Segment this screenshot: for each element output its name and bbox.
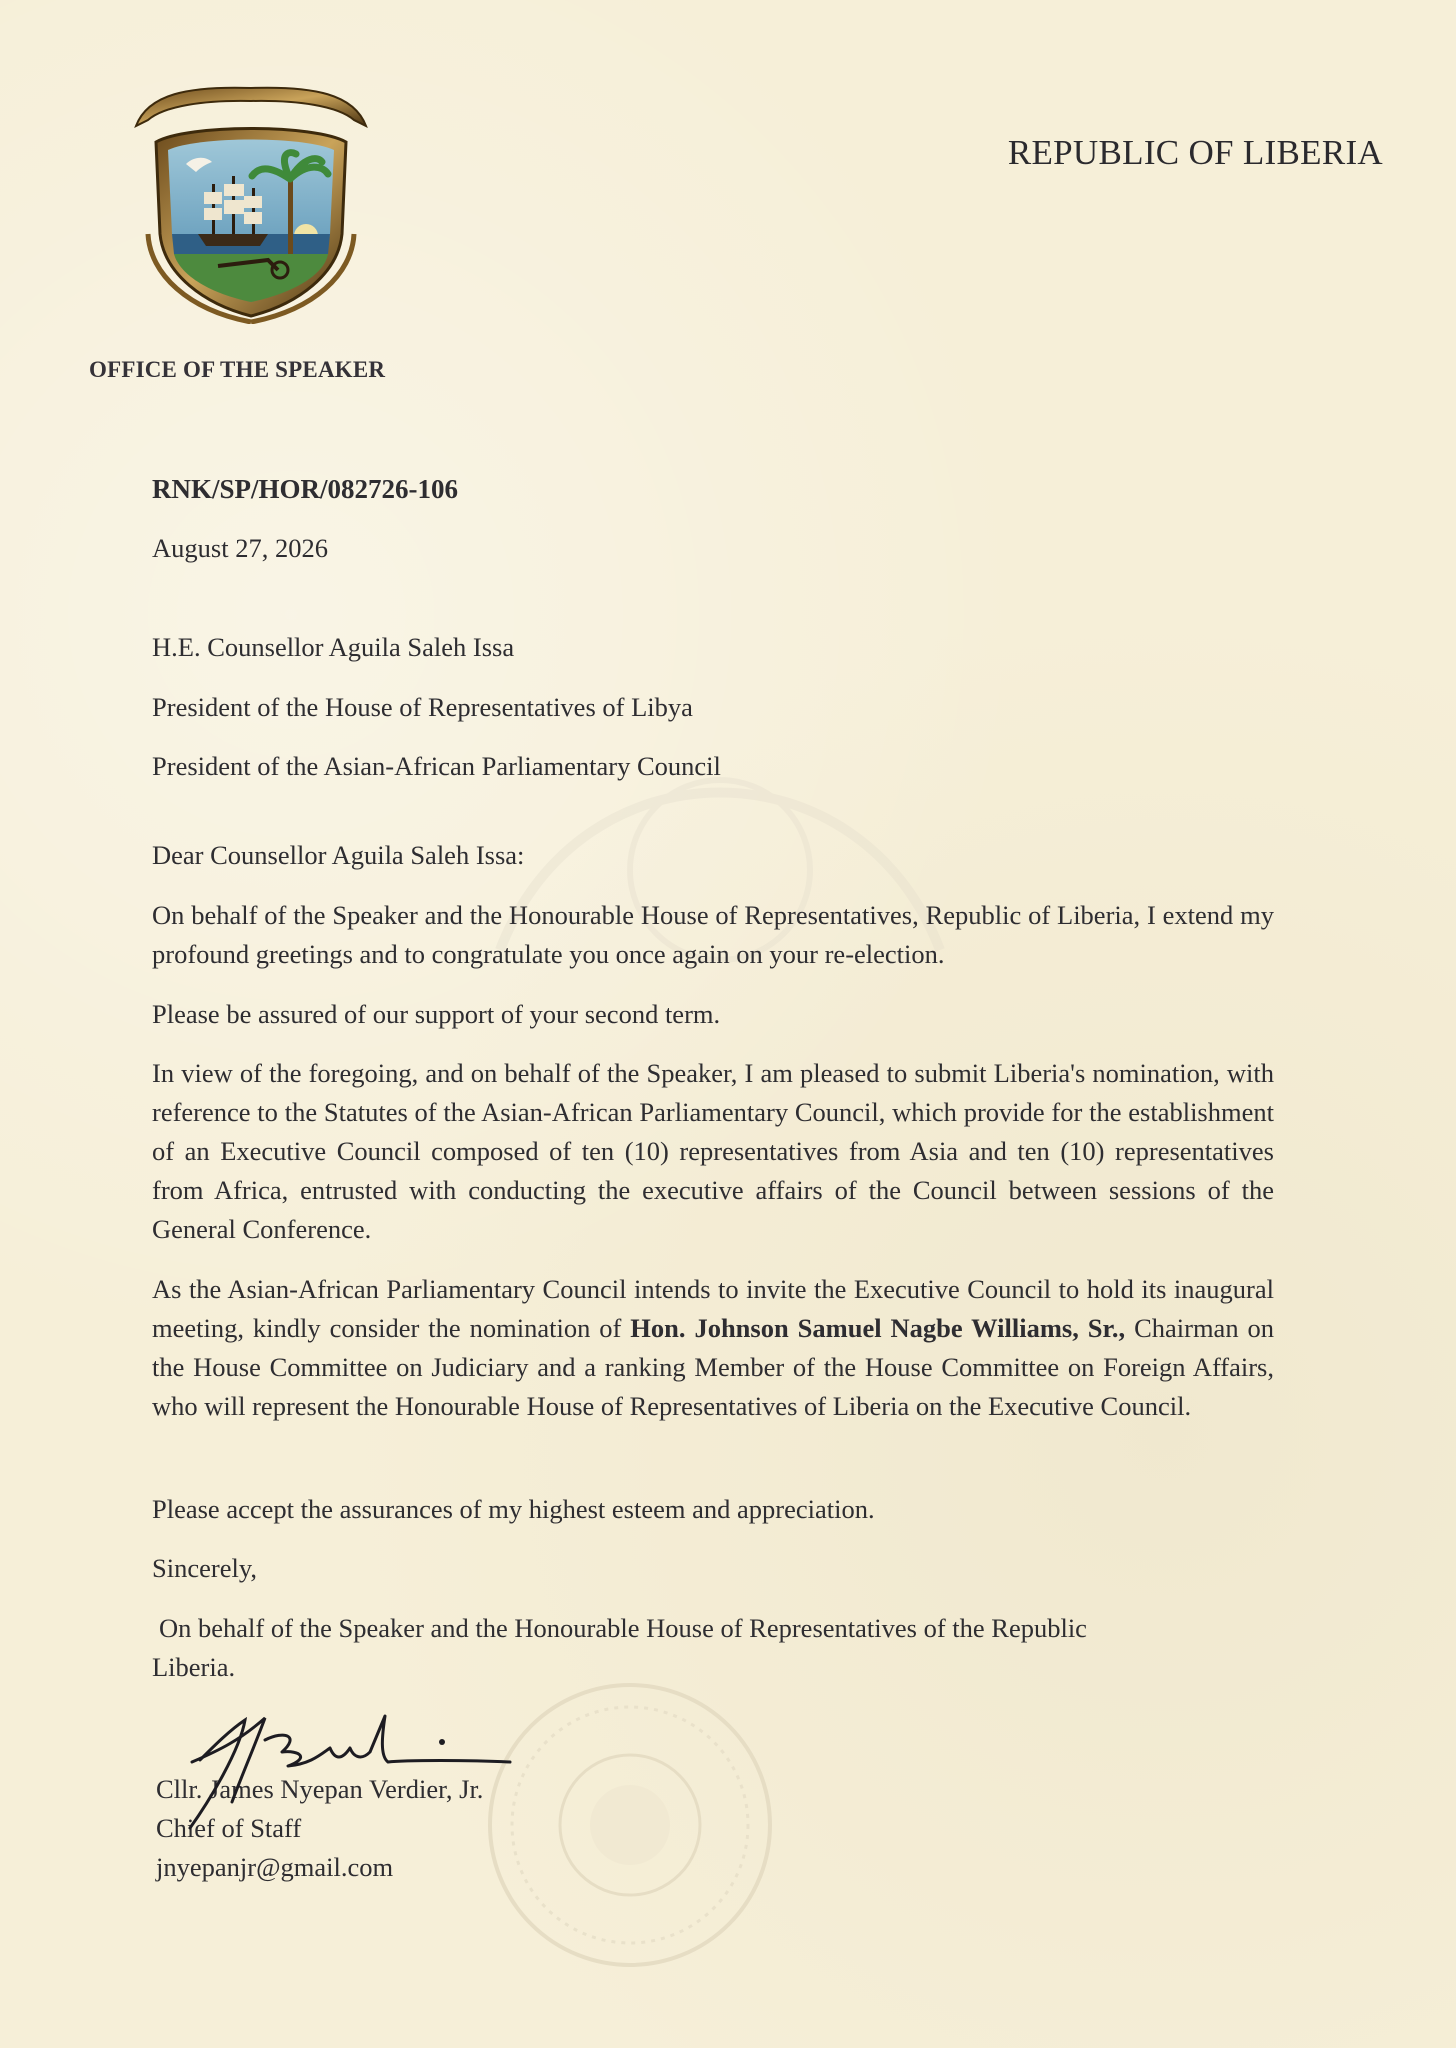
on-behalf-line-1: On behalf of the Speaker and the Honourable House of Representatives of the Republic — [159, 1613, 1087, 1643]
office-of-speaker-heading: OFFICE OF THE SPEAKER — [89, 357, 386, 382]
signatory-email: jnyepanjr@gmail.com — [156, 1852, 394, 1882]
nominee-intro: As the Asian-African Parliamentary Council intends to invite the Executive Council to hold its inaugural meeting, kindly consider the nomination of — [152, 1274, 1274, 1343]
paragraph-greetings: On behalf of the Speaker and the Honourable House of Representatives, Republic of Liberia, I extend my profound greetings and to congratulate you once again on your re-election. — [152, 900, 1274, 969]
salutation: Dear Counsellor Aguila Saleh Issa: — [152, 840, 525, 870]
addressee-title-1: President of the House of Representatives of Libya — [152, 692, 693, 722]
coat-of-arms-seal — [128, 84, 374, 324]
republic-heading: REPUBLIC OF LIBERIA — [1007, 133, 1383, 172]
nominee-name: Hon. Johnson Samuel Nagbe Williams, Sr., — [630, 1313, 1126, 1343]
signatory-title: Chief of Staff — [156, 1813, 302, 1843]
letter-date: August 27, 2026 — [152, 533, 328, 563]
addressee-name: H.E. Counsellor Aguila Saleh Issa — [152, 632, 515, 662]
reference-number: RNK/SP/HOR/082726-106 — [152, 474, 459, 504]
on-behalf-line-2: Liberia. — [152, 1652, 236, 1682]
closing: Sincerely, — [152, 1553, 257, 1583]
paragraph-support: Please be assured of our support of your second term. — [152, 999, 721, 1029]
nominee-details: Chairman on the House Committee on Judiciary and a ranking Member of the House Committee on Foreign Affairs, who will represent the Honourable House of Representatives of Liberia on the Executive Council. — [152, 1313, 1275, 1421]
paragraph-nomination: In view of the foregoing, and on behalf of the Speaker, I am pleased to submit Liberia's nomination, with reference to the Statutes of the Asian-African Parliamentary Council, which provide for the establishment of an Executive Council composed of ten (10) representatives from Asia and ten (10) representatives from Africa, entrusted with conducting the executive affairs of the Council between sessions of the General Conference. — [152, 1058, 1274, 1244]
paragraph-nominee — [152, 1270, 1274, 1426]
addressee-title-2: President of the Asian-African Parliamentary Council — [152, 751, 721, 781]
signatory-name: Cllr. James Nyepan Verdier, Jr. — [156, 1774, 484, 1804]
handwritten-signature — [170, 1700, 530, 1830]
paragraph-esteem: Please accept the assurances of my highest esteem and appreciation. — [152, 1494, 875, 1524]
